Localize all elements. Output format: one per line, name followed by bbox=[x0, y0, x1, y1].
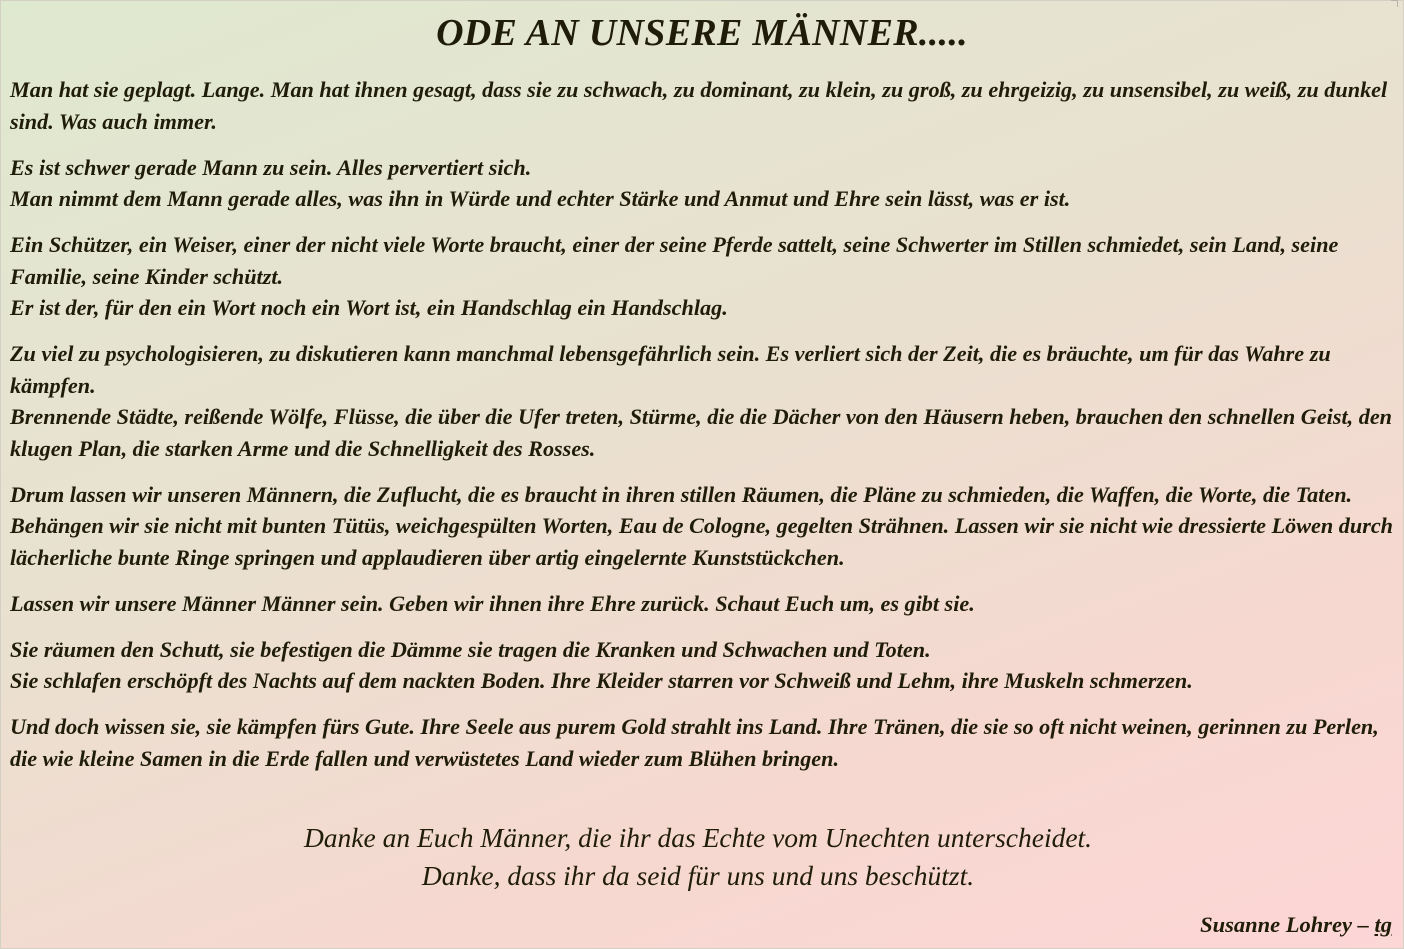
paragraph-4 bbox=[10, 338, 1394, 464]
paragraph-5 bbox=[10, 479, 1394, 574]
paragraph-line: Lassen wir unsere Männer Männer sein. Geben wir ihnen ihre Ehre zurück. Schaut Euch um, es gibt sie. bbox=[10, 590, 975, 616]
paragraph-line: Es ist schwer gerade Mann zu sein. Alles pervertiert sich. bbox=[10, 154, 532, 180]
paragraph-2 bbox=[10, 152, 1394, 215]
thanks-line: Danke, dass ihr da seid für uns und uns beschützt. bbox=[421, 860, 975, 891]
poem-body bbox=[10, 74, 1394, 789]
paragraph-line: Und doch wissen sie, sie kämpfen fürs Gute. Ihre Seele aus purem Gold strahlt ins Land. Ihre Tränen, die sie so oft nicht weinen, gerinnen zu Perlen, die wie kleine Samen in die Erde fallen und verwüstetes Land wieder zum Blühen bringen. bbox=[10, 714, 1379, 771]
paragraph-line: Zu viel zu psychologisieren, zu diskutieren kann manchmal lebensgefährlich sein. Es verliert sich der Zeit, die es bräuchte, um für das Wahre zu kämpfen. bbox=[10, 341, 1331, 398]
paragraph-line: Er ist der, für den ein Wort noch ein Wort ist, ein Handschlag ein Handschlag. bbox=[10, 295, 728, 320]
paragraph-line: Man nimmt dem Mann gerade alles, was ihn in Würde und echter Stärke und Anmut und Ehre sein lässt, was er ist. bbox=[10, 186, 1071, 211]
author-suffix: tg bbox=[1374, 912, 1392, 937]
paragraph-8 bbox=[10, 711, 1394, 774]
author-name: Susanne Lohrey – bbox=[1200, 912, 1375, 937]
page-title: ODE AN UNSERE MÄNNER..... bbox=[436, 12, 968, 54]
paragraph-line: Ein Schützer, ein Weiser, einer der nicht viele Worte braucht, einer der seine Pferde sattelt, seine Schwerter im Stillen schmiedet, sein Land, seine Familie, seine Kinder schützt. bbox=[10, 232, 1339, 289]
paragraph-7 bbox=[10, 634, 1394, 697]
author-signature bbox=[1200, 909, 1392, 941]
paragraph-line: Sie räumen den Schutt, sie befestigen die Dämme sie tragen die Kranken und Schwachen und Toten. bbox=[10, 636, 931, 662]
paragraph-line: Behängen wir sie nicht mit bunten Tütüs, weichgespülten Worten, Eau de Cologne, gegelten Strähnen. Lassen wir sie nicht wie dressierte Löwen durch lächerliche bunte Ringe springen und applaudieren über artig eingelernte Kunststückchen. bbox=[10, 513, 1394, 570]
thanks-line: Danke an Euch Männer, die ihr das Echte vom Unechten unterscheidet. bbox=[303, 822, 1093, 853]
paragraph-line: Drum lassen wir unseren Männern, die Zuflucht, die es braucht in ihren stillen Räumen, die Pläne zu schmieden, die Waffen, die Worte, die Taten. bbox=[10, 481, 1353, 507]
resize-corner-icon bbox=[1391, 0, 1398, 7]
paragraph-line: Brennende Städte, reißende Wölfe, Flüsse, die über die Ufer treten, Stürme, die die Dächer von den Häusern heben, brauchen den schnellen Geist, den klugen Plan, die starken Arme und die Schnelligkeit des Rosses. bbox=[10, 404, 1393, 461]
paragraph-3 bbox=[10, 229, 1394, 324]
paragraph-6 bbox=[10, 588, 1394, 620]
paragraph-line: Sie schlafen erschöpft des Nachts auf dem nackten Boden. Ihre Kleider starren vor Schweiß und Lehm, ihre Muskeln schmerzen. bbox=[10, 668, 1193, 693]
paragraph-1 bbox=[10, 74, 1394, 137]
paragraph-line: Man hat sie geplagt. Lange. Man hat ihnen gesagt, dass sie zu schwach, zu dominant, zu klein, zu groß, zu ehrgeizig, zu unsensibel, zu weiß, zu dunkel sind. Was auch immer. bbox=[10, 77, 1388, 134]
closing-thanks bbox=[0, 819, 1396, 895]
